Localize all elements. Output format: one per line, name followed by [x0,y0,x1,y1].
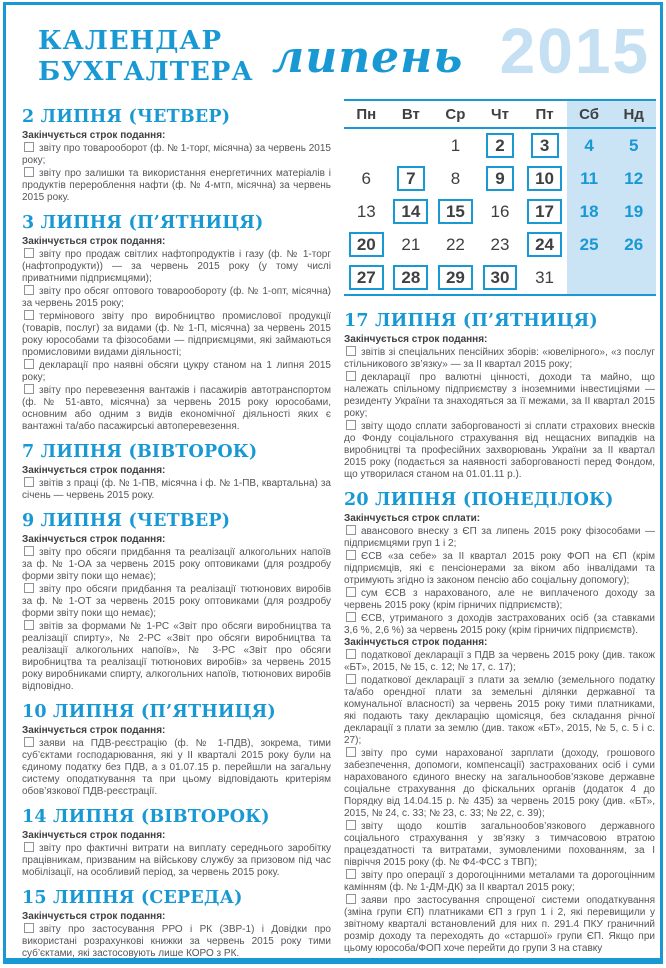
deadline-item [344,587,655,612]
month-label: липень [272,32,464,83]
calendar-week-row [344,228,656,261]
checkbox-icon [24,737,34,747]
calendar-day-cell [478,162,523,195]
section-date-heading: 3 ЛИПНЯ (П’ЯТНИЦЯ) [22,213,264,233]
deadline-item-text: звіту щодо сплати заборгованості зі сплати страхових внесків до Фонду соціального страхування від нещасних випадків на виробництві та професійних захворювань України за II квартал 2015 року (подається за наявності заборгованості перед Фондом, що утворилася станом на 01.01.11 р.). [344,421,655,480]
deadline-item-text: звіту щодо коштів загальнообов’язкового державного соціального страхування у зв’язку з тимчасовою втратою працездатності та витратами, зумовленими похованням, за I півріччя 2015 року (ф. № Ф4-ФСС з ТВП); [344,821,655,868]
deadline-item-text: звіту про обсяги придбання та реалізації тютюнових виробів за ф. № 1-ОТ за червень 2015 року оптовиками (для роздробу форми звіту поки що немає); [22,584,331,619]
calendar-day-header: Сб [567,101,612,127]
calendar-deadline-day: 3 [531,133,559,158]
deadline-item-text: заяви про застосування спрощеної системи оподаткування (зміна групи ЄП) платниками ЄП з груп 1 і 2, які перевищили у звітному кварталі встановлений для них п. 291.4 ПКУ граничний розмір доходу та переходять до «старшої» групи ЄП. Якщо при цьому юрособа/ФОП хоче перейти до групи 3 на ставку [344,895,655,954]
calendar-day-cell [344,261,389,294]
section-date-heading: 15 ЛИПНЯ (СЕРЕДА) [22,888,243,908]
calendar-day-cell [389,162,434,195]
deadline-item-text: сум ЄСВ з нарахованого, але не виплаченого доходу за червень 2015 року (крім гірничих підприємств); [344,588,655,611]
calendar-deadline-day: 15 [438,199,473,224]
calendar-day-header: Нд [611,101,656,127]
checkbox-icon [346,420,356,430]
checkbox-icon [346,525,356,535]
calendar-day-cell [389,261,434,294]
calendar-day-cell [522,129,567,162]
checkbox-icon [24,842,34,852]
deadlines-column-right [344,311,655,955]
deadlines-column-left [22,107,331,960]
calendar-day-cell [433,195,478,228]
calendar-week-row [344,162,656,195]
calendar-deadline-day: 14 [393,199,428,224]
calendar-day-header: Ср [445,105,466,123]
checkbox-icon [24,583,34,593]
calendar-day-cell: 23 [490,234,510,254]
calendar-deadline-day: 10 [527,166,562,191]
checkbox-icon [24,546,34,556]
calendar-day-cell [611,261,656,294]
calendar-day-cell [478,129,523,162]
deadline-item-text: декларації про наявні обсяги цукру станом на 1 липня 2015 року; [22,360,331,383]
section-date-heading: 14 ЛИПНЯ (ВІВТОРОК) [22,807,270,827]
calendar-day-cell: 21 [401,234,421,254]
section-subtitle: Закінчується строк подання: [22,130,166,141]
calendar-deadline-day: 29 [438,265,473,290]
section-date-heading: 10 ЛИПНЯ (П’ЯТНИЦЯ) [22,702,276,722]
section-subtitle: Закінчується строк подання: [22,534,166,545]
deadline-item-text: звіту про товарооборот (ф. № 1-торг, місячна) за червень 2015 року; [22,143,331,166]
section-date-heading: 9 ЛИПНЯ (ЧЕТВЕР) [22,511,231,531]
calendar-day-cell [522,162,567,195]
section-subtitle: Закінчується строк подання: [22,236,166,247]
year-label: 2015 [499,15,650,87]
checkbox-icon [346,346,356,356]
deadline-item [344,869,655,894]
section-subtitle: Закінчується строк сплати: [344,513,481,524]
calendar-deadline-day: 24 [527,232,562,257]
checkbox-icon [24,167,34,177]
deadline-item-text: ЄСВ «за себе» за II квартал 2015 року ФОП на ЄП (крім підприємців, які є пенсіонерами за віком або інвалідами та отримують згідно із законом пенсію або соціальну допомогу); [344,551,655,586]
calendar-deadline-day: 27 [349,265,384,290]
deadline-item [22,310,331,359]
deadline-item [344,525,655,550]
section-subtitle: Закінчується строк подання: [22,911,166,922]
calendar-day-cell [389,129,434,162]
section-subtitle: Закінчується строк подання: [22,725,166,736]
section-subtitle: Закінчується строк подання: [344,637,488,648]
checkbox-icon [346,747,356,757]
calendar-day-header: Пт [535,105,554,123]
deadline-item [344,649,655,674]
calendar-deadline-day: 20 [349,232,384,257]
deadline-item [22,142,331,167]
page-title-line1: КАЛЕНДАР [38,26,223,56]
section-subtitle: Закінчується строк подання: [22,830,166,841]
deadline-item-text: звіту про фактичні витрати на виплату середнього заробітку працівникам, призваним на військову службу за призовом під час мобілізації, на особливий період, за червень 2015 року. [22,843,331,878]
deadline-item-text: звіту про обсяг оптового товарообороту (ф. № 1-опт, місячна) за червень 2015 року; [22,286,331,309]
deadline-item-text: податкової декларації з плати за землю (земельного податку та/або орендної плати за земельні ділянки державної та комунальної власності) за червень 2015 року тими платниками, які подають таку декларацію щомісяця, без складання річної декларації з плати за землю (див. також «БТ», 2015, № 5, с. 5 і с. 27); [344,675,655,746]
calendar-day-cell [389,195,434,228]
calendar-day-cell: 5 [611,129,656,162]
deadline-item [22,737,331,798]
calendar-day-cell: 25 [567,228,612,261]
calendar-day-cell: 12 [611,162,656,195]
deadline-item [344,420,655,481]
deadline-item-text: авансового внеску з ЄП за липень 2015 року фізособами — підприємцями груп 1 і 2; [344,526,655,549]
deadline-item [22,285,331,310]
calendar-day-cell: 31 [535,267,555,287]
deadline-item-text: ЄСВ, утриманого з доходів застрахованих осіб (за ставками 3,6 %, 2,6 %) за червень 2015 року (крім гірничих підприємств). [344,613,655,636]
checkbox-icon [346,894,356,904]
checkbox-icon [24,477,34,487]
checkbox-icon [346,371,356,381]
deadline-item-text: звіту про продаж світлих нафтопродуктів і газу (ф. № 1-торг (нафтопродукти)) — за червень 2015 року (у тому числі приватними підприємцями); [22,249,331,284]
calendar-grid [344,99,656,296]
calendar-day-cell: 4 [567,129,612,162]
checkbox-icon [346,550,356,560]
calendar-day-cell [433,261,478,294]
checkbox-icon [24,142,34,152]
checkbox-icon [346,820,356,830]
checkbox-icon [346,674,356,684]
checkbox-icon [346,587,356,597]
deadline-item-text: податкової декларації з ПДВ за червень 2015 року (див. також «БТ», 2015, № 15, с. 12; № 17, с. 17); [344,650,655,673]
deadline-item-text: заяви на ПДВ-реєстрацію (ф. № 1-ПДВ), зокрема, тими суб’єктами господарювання, які у II кварталі 2015 року були на єдиному податку без ПДВ, а з 01.07.15 р. перейшли на загальну систему оподаткування та при цьому відповідають критеріям обов’язкової ПДВ-реєстрації. [22,738,331,797]
calendar-week-row [344,261,656,294]
calendar-week-row [344,195,656,228]
deadline-item [22,167,331,204]
calendar-day-cell [522,195,567,228]
calendar-day-cell [344,228,389,261]
deadline-item-text: звіту про суми нарахованої зарплати (доходу, грошового забезпечення, допомоги, компенсації) застрахованих осіб і суми нарахованого єдиного внеску на загальнообов’язкове державне соціальне страхування до фіскальних органів (додаток 4 до Порядку від 14.04.15 р. № 435) за червень 2015 року (див. «БТ», 2015, № 24, с. 33; № 23, с. 33; № 22, с. 39); [344,748,655,819]
checkbox-icon [24,620,34,630]
deadline-item [22,384,331,433]
section-date-heading: 20 ЛИПНЯ (ПОНЕДІЛОК) [344,490,614,510]
calendar-bottom-rule [344,294,656,296]
calendar-day-cell: 8 [450,168,461,188]
deadline-item-text: звіту про залишки та використання енергетичних матеріалів і продуктів перероблення нафти (ф. № 4-мтп, місячна) за червень 2015 року. [22,168,331,203]
calendar-day-cell: 1 [450,135,461,155]
deadline-item [22,546,331,583]
deadline-item-text: звіту про застосування РРО і РК (ЗВР-1) і Довідки про використані розрахункові книжки за червень 2015 року тими суб’єктами, які застосовують лише КОРО з РК. [22,924,331,959]
calendar-deadline-day: 30 [483,265,518,290]
deadline-item [22,923,331,960]
calendar-day-cell: 19 [611,195,656,228]
calendar-day-cell [522,228,567,261]
checkbox-icon [24,384,34,394]
deadline-item [22,842,331,879]
checkbox-icon [24,310,34,320]
deadline-item [22,359,331,384]
checkbox-icon [346,612,356,622]
deadline-item-text: термінового звіту про виробництво промислової продукції (товарів, послуг) за видами (ф. № 1-П, місячна) за червень 2015 року юрособами та фізособами — підприємцями, які займаються промисловими видами діяльності; [22,311,331,358]
deadline-item-text: звіту про обсяги придбання та реалізації алкогольних напоїв за ф. № 1-ОА за червень 2015 року оптовиками (для роздробу форми звіту поки що немає); [22,547,331,582]
calendar-deadline-day: 28 [393,265,428,290]
deadline-item [22,477,331,502]
deadline-item [22,620,331,693]
deadline-item-text: звітів зі спеціальних пенсійних зборів: «ювелірного», «з послуг стільникового зв’язку» — за II квартал 2015 року; [344,347,655,370]
deadline-item [344,894,655,955]
section-date-heading: 17 ЛИПНЯ (П’ЯТНИЦЯ) [344,311,598,331]
deadline-item [344,550,655,587]
section-date-heading: 2 ЛИПНЯ (ЧЕТВЕР) [22,107,231,127]
calendar-day-cell: 16 [490,201,510,221]
deadline-item [22,248,331,285]
deadline-item-text: звітів за формами № 1-РС «Звіт про обсяги виробництва та реалізації спирту», № 2-РС «Звіт про обсяги виробництва та реалізації алкогольних напоїв», № 3-РС «Звіт про обсяги виробництва та реалізації тютюнових виробів» за червень 2015 року виробниками спирту, алкогольних напоїв, тютюнових виробів відповідно. [22,621,331,692]
deadline-item-text: звіту про операції з дорогоцінними металами та дорогоцінним камінням (ф. № 1-ДМ-ДК) за II квартал 2015 року; [344,870,655,893]
deadline-item [344,346,655,371]
page-title [38,26,254,88]
deadline-item [22,583,331,620]
section-date-heading: 7 ЛИПНЯ (ВІВТОРОК) [22,442,258,462]
calendar-day-cell [478,261,523,294]
checkbox-icon [24,359,34,369]
checkbox-icon [24,285,34,295]
section-subtitle: Закінчується строк подання: [22,465,166,476]
calendar-header-row [344,101,656,127]
deadline-item [344,820,655,869]
calendar-deadline-day: 17 [527,199,562,224]
calendar-week-row [344,129,656,162]
deadline-item-text: звітів з праці (ф. № 1-ПВ, місячна і ф. № 1-ПВ, квартальна) за січень — червень 2015 року. [22,478,331,501]
calendar-day-cell: 6 [361,168,372,188]
deadline-item-text: декларації про валютні цінності, доходи та майно, що належать спільному підприємству з іноземними інвестиціями — резиденту України та знаходяться за її межами, за II квартал 2015 року; [344,372,655,419]
calendar-deadline-day: 9 [486,166,514,191]
calendar-day-cell: 26 [611,228,656,261]
calendar-day-header: Вт [401,105,420,123]
calendar-deadline-day: 2 [486,133,514,158]
checkbox-icon [346,869,356,879]
calendar-day-cell [567,261,612,294]
page-title-line2: БУХГАЛТЕРА [38,57,254,87]
calendar-day-cell: 11 [567,162,612,195]
calendar-deadline-day: 7 [397,166,425,191]
calendar-day-cell: 13 [356,201,376,221]
deadline-item [344,747,655,820]
calendar-day-header: Пн [356,105,377,123]
calendar-day-cell: 22 [445,234,465,254]
checkbox-icon [346,649,356,659]
calendar-day-cell [344,129,389,162]
deadline-item [344,612,655,637]
checkbox-icon [24,923,34,933]
deadline-item [344,674,655,747]
calendar-day-cell: 18 [567,195,612,228]
checkbox-icon [24,248,34,258]
calendar-day-header: Чт [491,105,509,123]
deadline-item [344,371,655,420]
deadline-item-text: звіту про перевезення вантажів і пасажирів автотранспортом (ф. № 51-авто, місячна) за червень 2015 року юрособами, основним або одним з видів економічної діяльності яких є вантажні та/або пасажирські автоперевезення. [22,385,331,432]
section-subtitle: Закінчується строк подання: [344,334,488,345]
